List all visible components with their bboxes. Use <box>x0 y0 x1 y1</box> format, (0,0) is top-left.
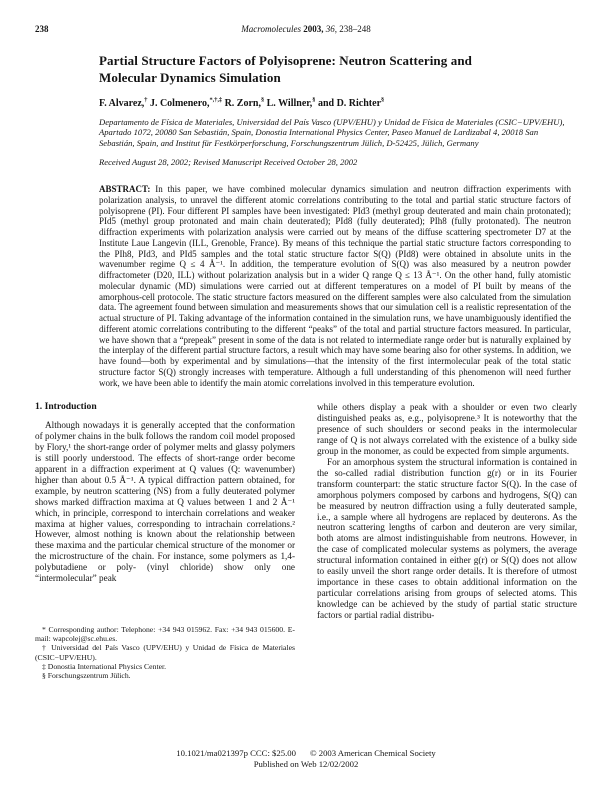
author-affil-marker: § <box>312 96 316 104</box>
journal-volume: 36, <box>325 24 337 34</box>
author-line <box>99 98 571 109</box>
journal-pages: 238–248 <box>339 24 371 34</box>
author-affil-marker: § <box>260 96 265 104</box>
doi-copyright-line <box>0 748 612 759</box>
author: and D. Richter§ <box>315 96 385 109</box>
received-dates: Received August 28, 2002; Revised Manuscript Received October 28, 2002 <box>99 157 358 168</box>
abstract <box>99 184 571 388</box>
author-affil-marker: § <box>381 96 385 104</box>
footnote-affiliation-section: § Forschungszentrum Jülich. <box>42 671 131 681</box>
footnote-block <box>35 625 295 681</box>
author-affil-marker: *,†,‡ <box>209 96 223 104</box>
footnote-affiliation-ddagger: ‡ Donostia International Physics Center. <box>42 661 167 671</box>
copyright-notice: © 2003 American Chemical Society <box>309 748 436 758</box>
section-heading-introduction: 1. Introduction <box>35 401 97 413</box>
right-column <box>317 402 577 680</box>
intro-paragraph: Although nowadays it is generally accepted that the conformation of polymer chains in the bulk follows the random coil model proposed by Flory,¹ the short-range order of polymer melts and glassy polymers is still poorly understood. The effects of short-range order become apparent in a diffraction experiment at Q values (Q: wavenumber) higher than about 0.5 Å⁻¹. A typical diffraction pattern obtained, for example, by neutron scattering (NS) from a fully deuterated polymer shows marked diffraction maxima at Q values between 1 and 2 Å⁻¹ which, in principle, correspond to interchain correlations and weaker maxima at higher values, corresponding to intrachain correlations.² However, almost nothing is known about the relationship between these maxima and the particular chemical structure of the monomer or the microstructure of the chain. For instance, some polymers as 1,4-polybutadiene or poly- (vinyl chloride) show only one “intermolecular” peak <box>35 420 295 584</box>
published-on-web: Published on Web 12/02/2002 <box>253 759 359 769</box>
article-title-line1: Partial Structure Factors of Polyisoprene: Neutron Scattering and <box>99 53 472 68</box>
front-matter <box>99 53 571 388</box>
journal-year: 2003, <box>303 24 324 34</box>
two-column-body <box>35 402 577 680</box>
author: R. Zorn,§ <box>222 96 265 109</box>
affiliation: Departamento de Física de Materiales, Universidad del País Vasco (UPV/EHU) y Unidad de Física de Materiales (CSIC−UPV/EHU), Apartado 1072, 20080 San Sebastián, Spain, Donostia International Physics Center, Paseo Manuel de Lardizabal 4, 20018 San Sebastián, Spain, and Institut für Festkörperforschung, Forschungszentrum Jülich, D-52425, Jülich, Germany <box>99 117 565 148</box>
page-number: 238 <box>35 24 49 34</box>
author: F. Alvarez,† <box>99 96 148 109</box>
author-affil-marker: † <box>144 96 148 104</box>
footnote-affiliation-dagger: † Universidad del País Vasco (UPV/EHU) y Unidad de Física de Materiales (CSIC−UPV/EHU). <box>35 643 295 662</box>
journal-citation <box>35 24 577 34</box>
page-footer <box>0 748 612 770</box>
abstract-label: ABSTRACT: <box>99 184 151 195</box>
abstract-text: In this paper, we have combined molecular dynamics simulation and neutron diffraction experiments with polarization analysis, to unravel the different atomic correlations contributing to the total and partial static structure factors of polyisoprene (PI). Four different PI samples have been investigated: PId3 (methyl group deuterated and main chain protonated); PId5 (methyl group protonated and main chain deuterated); PId8 (fully deuterated); PIh8 (fully protonated). The neutron diffraction experiments with polarization analysis were carried out by means of the diffuse scattering spectrometer D7 at the Institute Laue Langevin (ILL, Grenoble, France). By means of this technique the partial static structure factors corresponding to the PIh8, PId3, and PId5 samples and the total static structure factor S(Q) (PId8) were obtained in absolute units in the wavenumber regime Q ≤ 4 Å⁻¹. In addition, the temperature evolution of S(Q) was also measured by a neutron powder diffractometer (D20, ILL) without polarization analysis but in a wider Q range Q ≤ 13 Å⁻¹. On the other hand, fully atomistic molecular dynamic (MD) simulations were carried out at different temperatures on a model of PI built by means of the amorphous-cell protocole. The static structure factors measured on the different samples were also calculated from the simulation data. The agreement found between simulation and measurements shows that our simulation cell is a realistic representation of the actual structure of PI. Taking advantage of the information contained in the simulation runs, we have unambiguously identified the different atomic correlations contributing to the different “peaks” of the total and partial structure factors measured. In particular, we have shown that a “prepeak” present in some of the data is not related to intermediate range order but is naturally explained by the interplay of the different partial structure factors, a result which may have some bearing also for other systems. In addition, we have found—both by experimental and by simulations—that the intensity of the first intermolecular peak of the total static structure factor S(Q) strongly increases with temperature. Although a full understanding of this phenomenon will need further work, we have been able to identify the main atomic correlations involved in this temperature evolution. <box>99 184 571 388</box>
footnote-corresponding-author: * Corresponding author: Telephone: +34 943 015962. Fax: +34 943 015600. E-mail: wapcolej@sc.ehu.es. <box>35 624 295 643</box>
body-paragraph: For an amorphous system the structural information is contained in the so-called radial distribution function g(r) or in its Fourier transform counterpart: the static structure factor S(Q). In the case of amorphous polymers composed by carbons and hydrogens, S(Q) can be measured by neutron diffraction using a fully deuterated sample, i.e., a sample where all hydrogens are replaced by deuterons. As the neutron scattering lengths of carbon and deuteron are very similar, both atoms are almost indistinguishable from neutrons. However, in the case of complicated molecular systems as polymers, the average structural information contained in either g(r) or S(Q) does not allow to easily unveil the short range order details. It is therefore of utmost importance in these cases to obtain additional information on the particular correlations arising from groups of selected atoms. This knowledge can be achieved by the study of partial static structure factors or partial radial distribu- <box>317 457 577 620</box>
doi-ccc: 10.1021/ma021397p CCC: $25.00 <box>176 748 296 758</box>
article-title <box>99 53 571 86</box>
author: L. Willner,§ <box>264 96 316 109</box>
article-title-line2: Molecular Dynamics Simulation <box>99 69 281 85</box>
body-paragraph-continued: while others display a peak with a shoulder or even two clearly distinguished peaks as, e.g., polyisoprene.³ It is noteworthy that the presence of such shoulders or second peaks in the intermolecular range of Q is not always correlated with the existence of a bulky side group in the monomer, as could be expected from simple arguments. <box>317 402 577 457</box>
left-column <box>35 402 295 680</box>
author: J. Colmenero,*,†,‡ <box>147 96 223 109</box>
journal-name: Macromolecules <box>241 24 301 34</box>
running-head <box>35 24 577 36</box>
